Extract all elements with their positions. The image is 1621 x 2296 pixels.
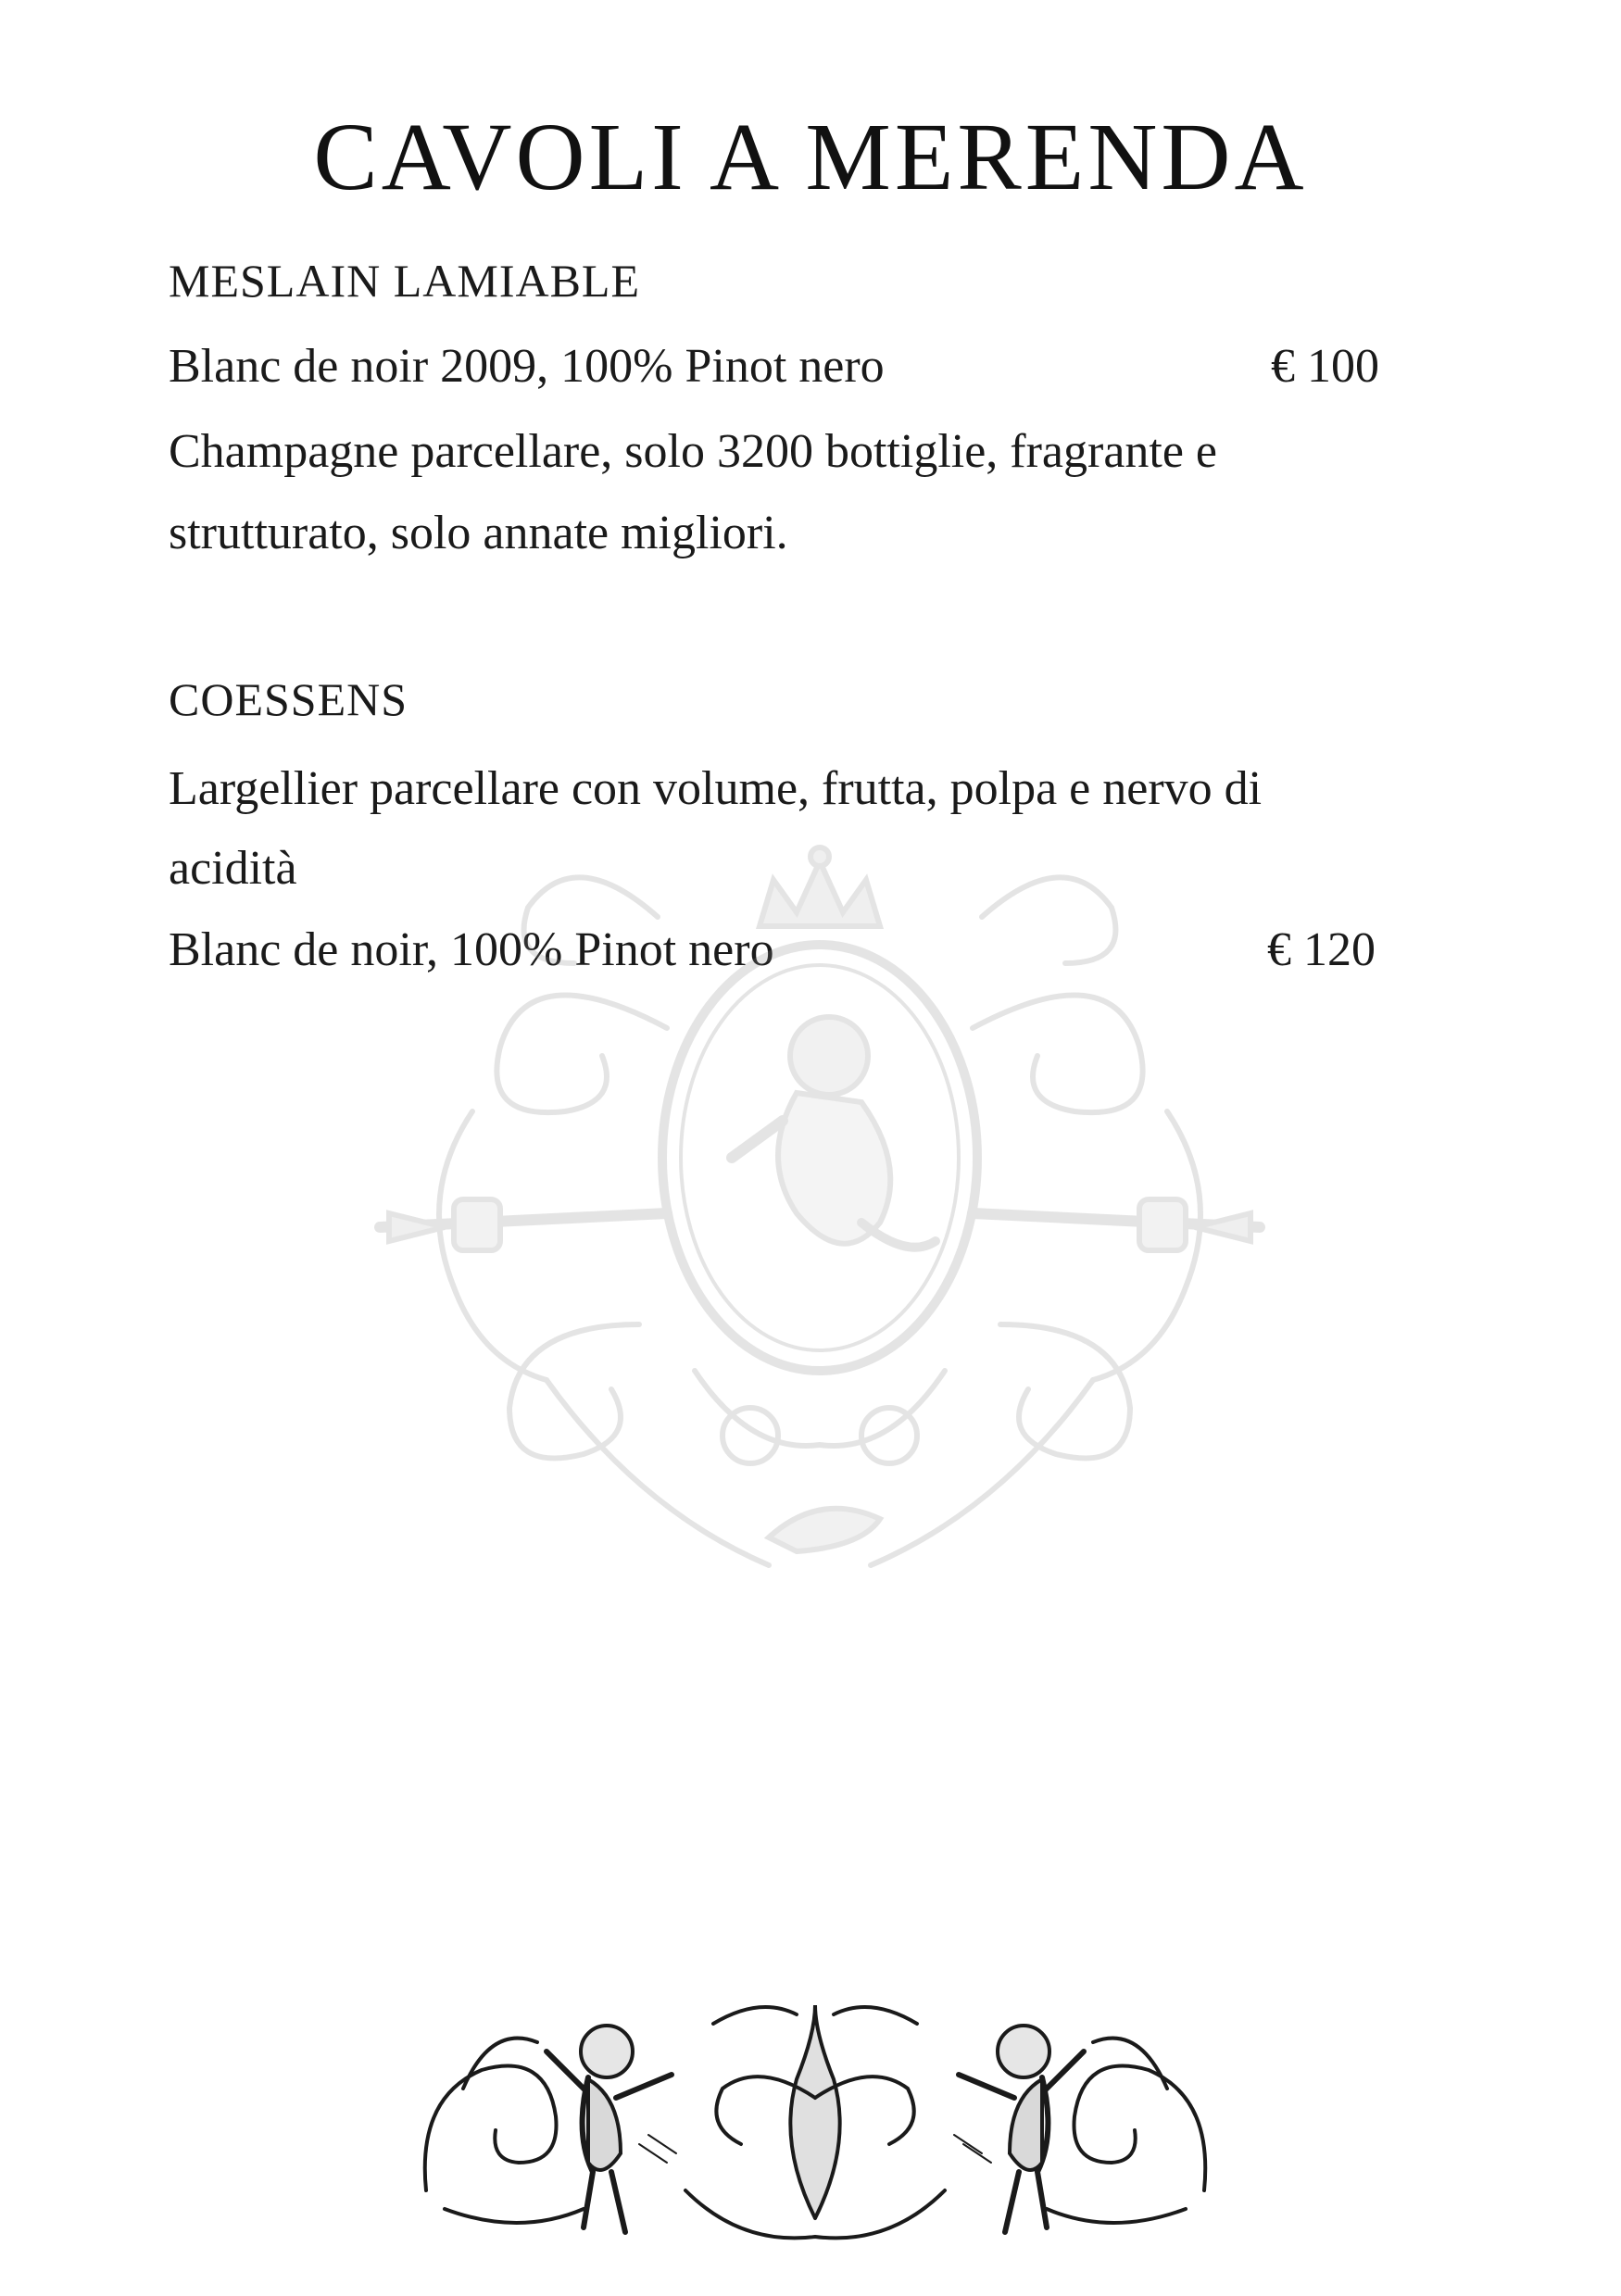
- wine-description: acidità: [169, 842, 297, 895]
- producer-name: MESLAIN LAMIABLE: [169, 255, 641, 307]
- wine-price: € 100: [1271, 340, 1379, 393]
- producer-name: COESSENS: [169, 673, 408, 725]
- page-title: CAVOLI A MERENDA: [313, 104, 1308, 210]
- cherub-frieze-icon: [408, 1913, 1223, 2260]
- wine-name: Blanc de noir 2009, 100% Pinot nero: [169, 340, 885, 393]
- wine-description: strutturato, solo annate migliori.: [169, 507, 788, 559]
- wine-name: Blanc de noir, 100% Pinot nero: [169, 923, 774, 976]
- wine-price: € 120: [1267, 923, 1376, 976]
- wine-description: Champagne parcellare, solo 3200 bottiglie, fragrante e: [169, 425, 1218, 478]
- ornamental-crest-watermark-icon: [361, 806, 1278, 1621]
- wine-description: Largellier parcellare con volume, frutta, polpa e nervo di: [169, 762, 1263, 815]
